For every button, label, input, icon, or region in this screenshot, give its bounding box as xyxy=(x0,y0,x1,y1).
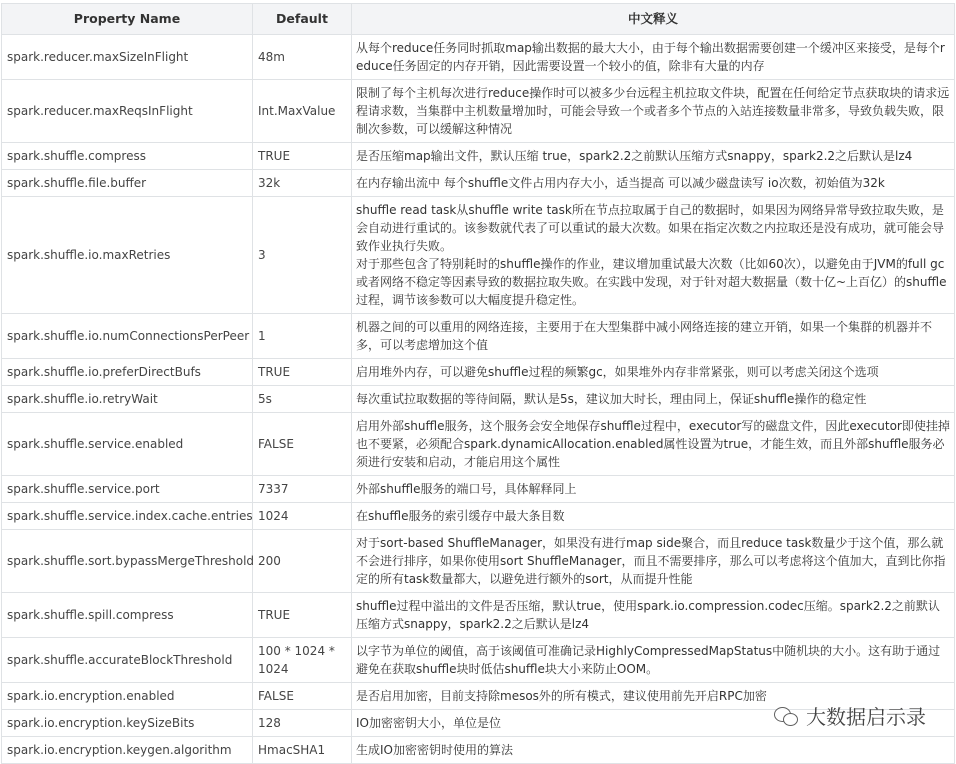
table-row xyxy=(2,503,955,530)
default-value-cell: 128 xyxy=(253,710,352,737)
default-value-cell: HmacSHA1 xyxy=(253,737,352,764)
default-value-cell: 32k xyxy=(253,170,352,197)
property-name-cell: spark.shuffle.service.port xyxy=(2,476,253,503)
property-name-cell: spark.shuffle.accurateBlockThreshold xyxy=(2,638,253,683)
wechat-icon xyxy=(774,705,800,727)
property-name-cell: spark.shuffle.service.enabled xyxy=(2,413,253,476)
description-cell: 启用外部shuffle服务，这个服务会安全地保存shuffle过程中，executor写的磁盘文件，因此executor即使挂掉也不要紧，必须配合spark.dynamicAllocation.enabled属性设置为true，才能生效，而且外部shuffle服务必须进行安装和启动，才能启用这个属性 xyxy=(352,413,955,476)
property-name-cell: spark.reducer.maxReqsInFlight xyxy=(2,80,253,143)
default-value-cell: 3 xyxy=(253,197,352,314)
description-cell: 是否启用加密，目前支持除mesos外的所有模式，建议使用前先开启RPC加密 xyxy=(352,683,955,710)
property-name-cell: spark.shuffle.file.buffer xyxy=(2,170,253,197)
property-name-cell: spark.shuffle.compress xyxy=(2,143,253,170)
header-description: 中文释义 xyxy=(352,4,955,35)
description-cell: 外部shuffle服务的端口号，具体解释同上 xyxy=(352,476,955,503)
property-name-cell: spark.shuffle.service.index.cache.entries xyxy=(2,503,253,530)
property-name-cell: spark.shuffle.sort.bypassMergeThreshold xyxy=(2,530,253,593)
table-row xyxy=(2,476,955,503)
default-value-cell: 200 xyxy=(253,530,352,593)
description-cell: 生成IO加密密钥时使用的算法 xyxy=(352,737,955,764)
default-value-cell: 100 * 1024 * 1024 xyxy=(253,638,352,683)
table-row xyxy=(2,170,955,197)
description-cell: 对于sort-based ShuffleManager，如果没有进行map side聚合，而且reduce task数量少于这个值，那么就不会进行排序，如果你使用sort ShuffleManager，而且不需要排序，那么可以考虑将这个值加大，直到比你指定的所有task数量都大，以避免进行额外的sort，从而提升性能 xyxy=(352,530,955,593)
description-cell: 限制了每个主机每次进行reduce操作时可以被多少台远程主机拉取文件块，配置在任何给定节点获取块的请求远程请求数，当集群中主机数量增加时，可能会导致一个或者多个节点的入站连接数量非常多，导致负载失败，限制次参数，可以缓解这种情况 xyxy=(352,80,955,143)
default-value-cell: 5s xyxy=(253,386,352,413)
property-name-cell: spark.reducer.maxSizeInFlight xyxy=(2,35,253,80)
default-value-cell: Int.MaxValue xyxy=(253,80,352,143)
header-default: Default xyxy=(253,4,352,35)
property-name-cell: spark.shuffle.io.retryWait xyxy=(2,386,253,413)
property-name-cell: spark.io.encryption.keySizeBits xyxy=(2,710,253,737)
table-row xyxy=(2,35,955,80)
description-cell: shuffle过程中溢出的文件是否压缩，默认true，使用spark.io.compression.codec压缩。spark2.2之前默认压缩方式snappy，spark2.2之后默认是lz4 xyxy=(352,593,955,638)
property-name-cell: spark.shuffle.io.preferDirectBufs xyxy=(2,359,253,386)
table-row xyxy=(2,638,955,683)
default-value-cell: TRUE xyxy=(253,359,352,386)
table-header-row xyxy=(2,4,955,35)
description-cell: 启用堆外内存，可以避免shuffle过程的频繁gc，如果堆外内存非常紧张，则可以考虑关闭这个选项 xyxy=(352,359,955,386)
property-name-cell: spark.shuffle.io.maxRetries xyxy=(2,197,253,314)
table-row xyxy=(2,386,955,413)
property-name-cell: spark.io.encryption.keygen.algorithm xyxy=(2,737,253,764)
description-cell: 是否压缩map输出文件，默认压缩 true，spark2.2之前默认压缩方式snappy，spark2.2之后默认是lz4 xyxy=(352,143,955,170)
description-cell: 在内存输出流中 每个shuffle文件占用内存大小，适当提高 可以减少磁盘读写 io次数，初始值为32k xyxy=(352,170,955,197)
table-row xyxy=(2,314,955,359)
default-value-cell: FALSE xyxy=(253,683,352,710)
default-value-cell: 1024 xyxy=(253,503,352,530)
table-row xyxy=(2,530,955,593)
property-name-cell: spark.shuffle.io.numConnectionsPerPeer xyxy=(2,314,253,359)
config-table xyxy=(1,3,955,764)
description-cell: IO加密密钥大小，单位是位 xyxy=(352,710,955,737)
table-row xyxy=(2,80,955,143)
description-cell: 机器之间的可以重用的网络连接，主要用于在大型集群中减小网络连接的建立开销，如果一个集群的机器并不多，可以考虑增加这个值 xyxy=(352,314,955,359)
description-cell: 以字节为单位的阈值，高于该阈值可准确记录HighlyCompressedMapStatus中随机块的大小。这有助于通过避免在获取shuffle块时低估shuffle块大小来防止OOM。 xyxy=(352,638,955,683)
table-row xyxy=(2,593,955,638)
table-row xyxy=(2,359,955,386)
watermark xyxy=(774,701,926,730)
description-cell: 在shuffle服务的索引缓存中最大条目数 xyxy=(352,503,955,530)
property-name-cell: spark.shuffle.spill.compress xyxy=(2,593,253,638)
default-value-cell: FALSE xyxy=(253,413,352,476)
table-row xyxy=(2,413,955,476)
default-value-cell: 7337 xyxy=(253,476,352,503)
default-value-cell: 48m xyxy=(253,35,352,80)
table-row xyxy=(2,143,955,170)
default-value-cell: TRUE xyxy=(253,593,352,638)
table-row xyxy=(2,197,955,314)
watermark-text: 大数据启示录 xyxy=(806,705,926,729)
default-value-cell: 1 xyxy=(253,314,352,359)
table-row xyxy=(2,737,955,764)
description-cell: 每次重试拉取数据的等待间隔，默认是5s，建议加大时长，理由同上，保证shuffle操作的稳定性 xyxy=(352,386,955,413)
default-value-cell: TRUE xyxy=(253,143,352,170)
header-property-name: Property Name xyxy=(2,4,253,35)
description-cell: 从每个reduce任务同时抓取map输出数据的最大大小，由于每个输出数据需要创建一个缓冲区来接受，是每个reduce任务固定的内存开销，因此需要设置一个较小的值，除非有大量的内存 xyxy=(352,35,955,80)
property-name-cell: spark.io.encryption.enabled xyxy=(2,683,253,710)
description-cell: shuffle read task从shuffle write task所在节点拉取属于自己的数据时，如果因为网络异常导致拉取失败，是会自动进行重试的。该参数就代表了可以重试的最大次数。如果在指定次数之内拉取还是没有成功，就可能会导致作业执行失败。 对于那些包含了特别耗时的shuffle操作的作业，建议增加重试最大次数（比如60次），以避免由于JVM的full gc或者网络不稳定等因素导致的数据拉取失败。在实践中发现，对于针对超大数据量（数十亿~上百亿）的shuffle过程，调节该参数可以大幅度提升稳定性。 xyxy=(352,197,955,314)
